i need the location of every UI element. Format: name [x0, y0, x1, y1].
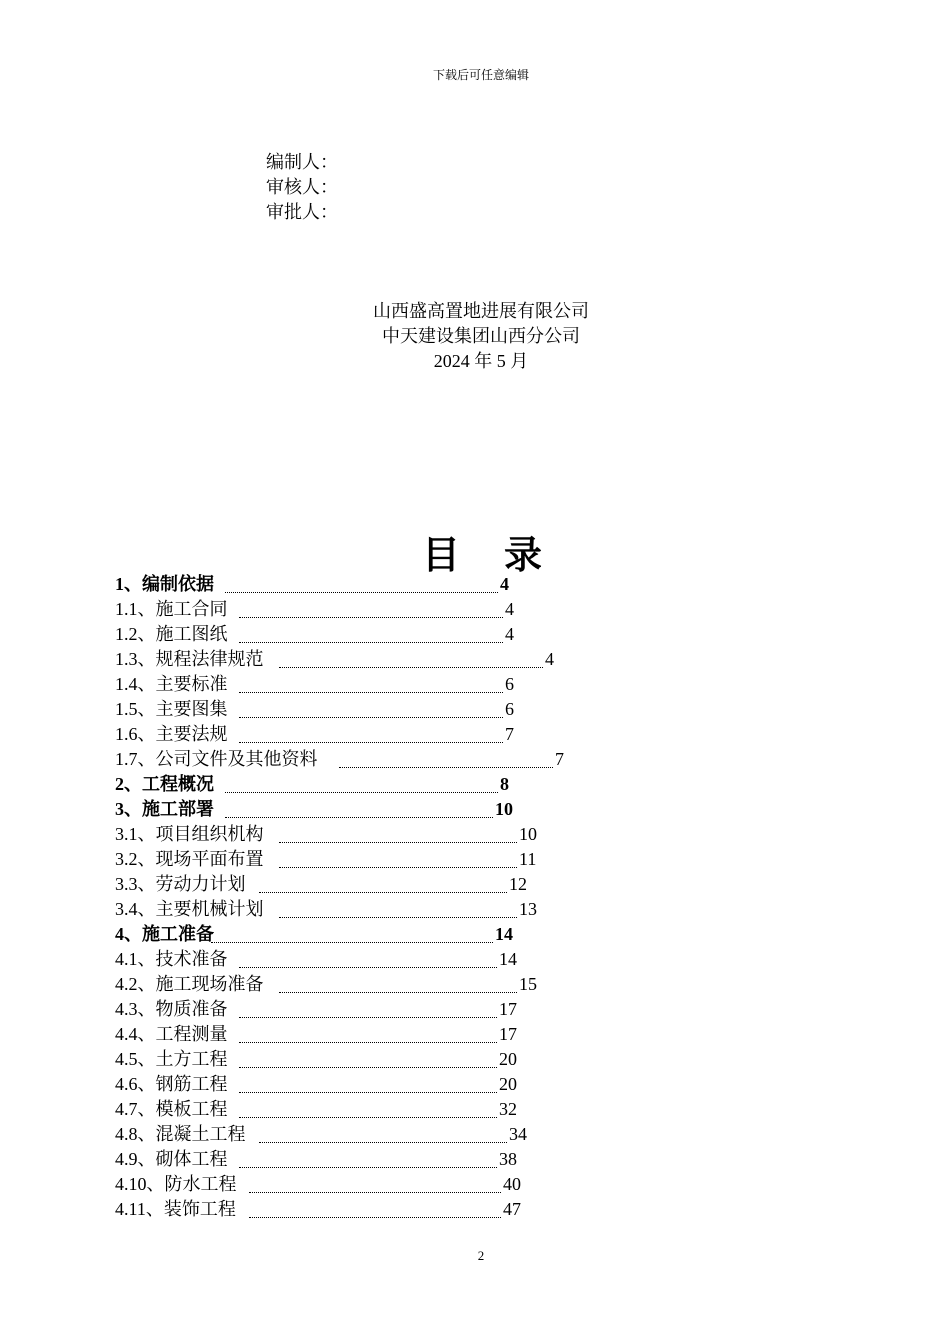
- toc-entry-page: 14: [499, 949, 517, 969]
- toc-entry-page: 13: [519, 899, 537, 919]
- toc-leader-dots: [225, 803, 493, 818]
- toc-entry[interactable]: [115, 972, 715, 997]
- toc-entry[interactable]: [115, 1147, 715, 1172]
- toc-entry[interactable]: [115, 1122, 715, 1147]
- toc-leader-dots: [279, 903, 517, 918]
- toc-entry-page: 34: [509, 1124, 527, 1144]
- toc-entry[interactable]: [115, 897, 715, 922]
- toc-entry[interactable]: [115, 622, 715, 647]
- toc-entry-page: 38: [499, 1149, 517, 1169]
- toc-leader-dots: [239, 1103, 497, 1118]
- toc-entry[interactable]: [115, 597, 715, 622]
- toc-entry[interactable]: [115, 1072, 715, 1097]
- document-date: 2024 年 5 月: [433, 351, 529, 371]
- toc-entry-page: 6: [505, 674, 514, 694]
- toc-leader-dots: [239, 678, 503, 693]
- toc-entry-page: 4: [500, 574, 509, 594]
- toc-entry[interactable]: [115, 997, 715, 1022]
- toc-entry-label: 1、编制依据: [115, 574, 214, 594]
- toc-entry[interactable]: [115, 1172, 715, 1197]
- toc-entry[interactable]: [115, 1022, 715, 1047]
- toc-entry-label: 4.6、钢筋工程: [115, 1074, 228, 1094]
- toc-leader-dots: [239, 953, 497, 968]
- toc-entry-label: 4.2、施工现场准备: [115, 974, 264, 994]
- toc-entry[interactable]: [115, 647, 715, 672]
- toc-entry-label: 3.2、现场平面布置: [115, 849, 264, 869]
- toc-entry-label: 4.9、砌体工程: [115, 1149, 228, 1169]
- toc-leader-dots: [225, 778, 498, 793]
- toc-entry[interactable]: [115, 572, 715, 597]
- toc-entry-label: 1.2、施工图纸: [115, 624, 228, 644]
- toc-entry[interactable]: [115, 697, 715, 722]
- organization-owner: 山西盛高置地进展有限公司: [373, 301, 589, 321]
- toc-entry[interactable]: [115, 947, 715, 972]
- toc-leader-dots: [259, 878, 507, 893]
- toc-entry-page: 20: [499, 1074, 517, 1094]
- toc-leader-dots: [279, 828, 517, 843]
- toc-leader-dots: [239, 628, 503, 643]
- toc-leader-dots: [279, 653, 543, 668]
- toc-entry-label: 4.10、防水工程: [115, 1174, 237, 1194]
- toc-leader-dots: [239, 703, 503, 718]
- toc-entry-page: 4: [505, 624, 514, 644]
- toc-entry-label: 1.5、主要图集: [115, 699, 228, 719]
- toc-leader-dots: [211, 928, 493, 943]
- toc-entry[interactable]: [115, 722, 715, 747]
- signature-approver: 审批人：: [266, 202, 338, 222]
- toc-leader-dots: [339, 753, 553, 768]
- toc-entry-label: 4.3、物质准备: [115, 999, 228, 1019]
- toc-entry-page: 4: [505, 599, 514, 619]
- table-of-contents: [115, 572, 715, 1222]
- toc-title: [0, 524, 950, 579]
- toc-leader-dots: [239, 603, 503, 618]
- toc-entry-label: 3.4、主要机械计划: [115, 899, 264, 919]
- toc-entry-page: 7: [555, 749, 564, 769]
- toc-entry-label: 4.8、混凝土工程: [115, 1124, 246, 1144]
- toc-leader-dots: [249, 1203, 501, 1218]
- toc-entry-page: 14: [495, 924, 513, 944]
- toc-entry-label: 4.7、模板工程: [115, 1099, 228, 1119]
- toc-leader-dots: [239, 1153, 497, 1168]
- toc-entry-label: 4.4、工程测量: [115, 1024, 228, 1044]
- toc-entry-label: 2、工程概况: [115, 774, 214, 794]
- toc-entry-label: 4.5、土方工程: [115, 1049, 228, 1069]
- organization-contractor: 中天建设集团山西分公司: [382, 326, 580, 346]
- toc-leader-dots: [239, 1078, 497, 1093]
- toc-entry-page: 20: [499, 1049, 517, 1069]
- toc-entry-page: 47: [503, 1199, 521, 1219]
- toc-leader-dots: [249, 1178, 501, 1193]
- toc-entry-page: 32: [499, 1099, 517, 1119]
- header-note: 下载后可任意编辑: [432, 68, 529, 82]
- toc-title-char-2: 录: [504, 535, 543, 577]
- toc-entry-label: 3.3、劳动力计划: [115, 874, 246, 894]
- toc-leader-dots: [225, 578, 498, 593]
- toc-entry-page: 10: [519, 824, 537, 844]
- toc-entry[interactable]: [115, 847, 715, 872]
- toc-leader-dots: [279, 978, 517, 993]
- toc-entry-label: 1.6、主要法规: [115, 724, 228, 744]
- signature-block: [266, 150, 338, 225]
- toc-leader-dots: [239, 1003, 497, 1018]
- toc-entry-page: 4: [545, 649, 554, 669]
- toc-entry-label: 1.3、规程法律规范: [115, 649, 264, 669]
- toc-entry-page: 6: [505, 699, 514, 719]
- toc-entry[interactable]: [115, 797, 715, 822]
- toc-entry-page: 15: [519, 974, 537, 994]
- toc-entry-page: 17: [499, 1024, 517, 1044]
- toc-entry[interactable]: [115, 1047, 715, 1072]
- page-number: 2: [477, 1248, 485, 1263]
- toc-title-char-1: 目: [421, 535, 460, 577]
- toc-entry-page: 8: [500, 774, 509, 794]
- toc-entry[interactable]: [115, 747, 715, 772]
- toc-entry-label: 4.11、装饰工程: [115, 1199, 236, 1219]
- toc-entry[interactable]: [115, 922, 715, 947]
- toc-entry-label: 4、施工准备: [115, 924, 214, 944]
- toc-entry[interactable]: [115, 1097, 715, 1122]
- toc-entry-label: 1.1、施工合同: [115, 599, 228, 619]
- toc-entry-page: 40: [503, 1174, 521, 1194]
- toc-entry-label: 4.1、技术准备: [115, 949, 228, 969]
- toc-entry-page: 17: [499, 999, 517, 1019]
- toc-entry-page: 12: [509, 874, 527, 894]
- signature-reviewer: 审核人：: [266, 177, 338, 197]
- toc-entry[interactable]: [115, 822, 715, 847]
- toc-leader-dots: [239, 728, 503, 743]
- toc-leader-dots: [239, 1053, 497, 1068]
- toc-entry-label: 3.1、项目组织机构: [115, 824, 264, 844]
- toc-entry[interactable]: [115, 772, 715, 797]
- signature-compiler: 编制人：: [266, 152, 338, 172]
- toc-entry-page: 7: [505, 724, 514, 744]
- toc-entry[interactable]: [115, 1197, 715, 1222]
- toc-entry[interactable]: [115, 872, 715, 897]
- toc-leader-dots: [259, 1128, 507, 1143]
- organization-block: [0, 299, 950, 374]
- toc-entry-page: 10: [495, 799, 513, 819]
- toc-entry-page: 11: [519, 849, 537, 869]
- toc-leader-dots: [239, 1028, 497, 1043]
- toc-entry-label: 1.4、主要标准: [115, 674, 228, 694]
- toc-entry-label: 1.7、公司文件及其他资料: [115, 749, 318, 769]
- toc-entry-label: 3、施工部署: [115, 799, 214, 819]
- toc-entry[interactable]: [115, 672, 715, 697]
- toc-leader-dots: [279, 853, 517, 868]
